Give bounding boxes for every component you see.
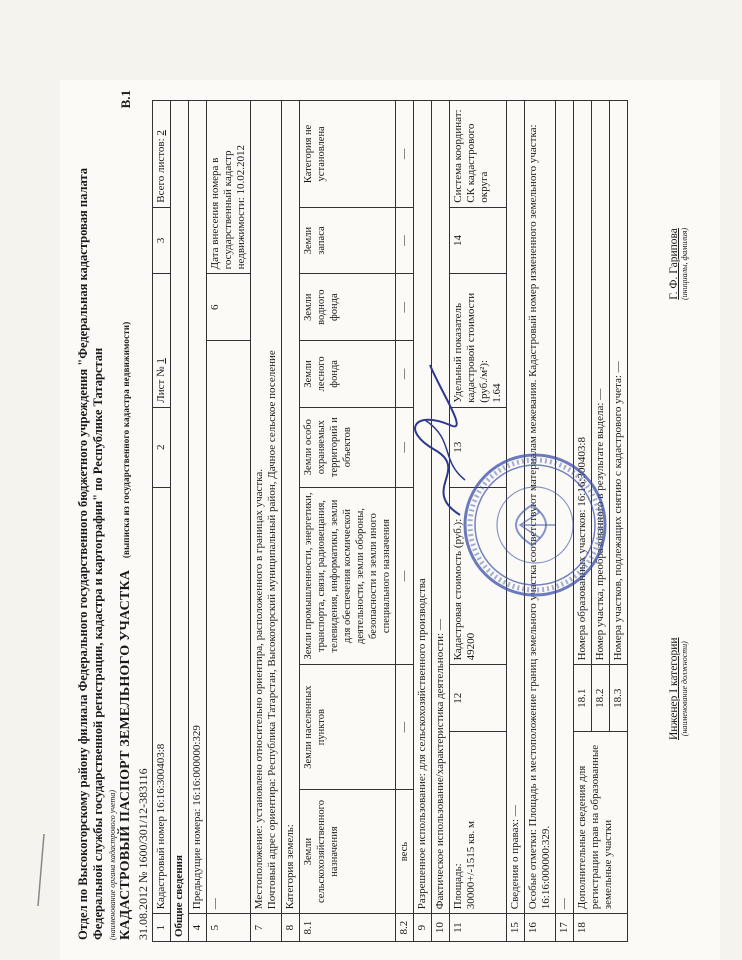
row-8 <box>282 101 300 942</box>
sheet-number-cell <box>153 274 171 407</box>
row-10 <box>432 101 450 942</box>
category-value: — <box>396 487 414 665</box>
row-7 <box>251 101 282 942</box>
official-seal <box>460 450 610 600</box>
cadastral-cost-label: Кадастровая стоимость (руб.): <box>452 518 464 661</box>
land-category-label: Категория земель: <box>282 101 300 914</box>
row-8-1 <box>300 101 396 942</box>
row-num: 12 <box>450 665 507 732</box>
row-5-6 <box>207 101 251 942</box>
previous-numbers-value: 16:16:000000:329 <box>191 725 203 806</box>
row-num: 2 <box>153 407 171 487</box>
row-num: 8.1 <box>300 914 396 942</box>
agency-header: Отдел по Высокогорскому району филиала Федерального государственного бюджетного учреждения "Федеральная кадастровая палата Федеральной службы государственной регистрации, кадастра и картографии" по Республике Татарстан <box>76 168 105 940</box>
registration-date: Дата внесения номера в государственный кадастр недвижимости: 10.02.2012 <box>207 101 251 274</box>
cadastral-number-label: Кадастровый номер <box>155 816 167 910</box>
category-value: — <box>396 341 414 408</box>
row-num: 11 <box>450 914 507 942</box>
row-num: 4 <box>189 914 207 942</box>
name-block <box>668 228 689 300</box>
location-cell <box>251 101 282 914</box>
general-info-heading: Общие сведения <box>171 101 189 942</box>
position-block <box>668 637 689 740</box>
specific-cost-value: 1.64 <box>491 383 503 403</box>
category-water: Земли водного фонда <box>300 274 396 341</box>
special-notes: Особые отметки: Площадь и местоположение границ земельного участка соответствуют материалам межевания. Кадастровый номер измененного земельного участка: 16:16:000000:329. <box>525 101 556 914</box>
row-4 <box>189 101 207 942</box>
row-5-value: — <box>207 341 251 914</box>
total-sheets-value: 2 <box>155 130 167 136</box>
row-8-2 <box>396 101 414 942</box>
row-num: 16 <box>525 914 556 942</box>
cadastral-number-cell <box>153 487 171 914</box>
position-caption: (наименование должности) <box>680 641 689 737</box>
formed-plots: Номера образованных участков: 16:16:300403:8 <box>574 101 592 665</box>
actual-use: Фактическое использование/характеристика деятельности: — <box>432 101 450 914</box>
row-num: 7 <box>251 914 282 942</box>
total-sheets-label: Всего листов: <box>155 138 167 203</box>
area-label: Площадь: <box>452 863 464 910</box>
category-forest: Земли лесного фонда <box>300 341 396 408</box>
category-not-set: Категория не установлена <box>300 101 396 208</box>
cadastral-number-value: 16:16:300403:8 <box>155 743 167 814</box>
row-num: 18.2 <box>592 665 610 732</box>
permitted-use: Разрешенное использование: для сельскохозяйственного производства <box>414 101 432 914</box>
coordinate-system-label: Система координат: <box>452 109 464 203</box>
category-value: — <box>396 207 414 274</box>
title-main: КАДАСТРОВЫЙ ПАСПОРТ ЗЕМЕЛЬНОГО УЧАСТКА <box>118 569 133 940</box>
row-num: 5 <box>207 914 251 942</box>
row-num: 17 <box>556 914 574 942</box>
previous-numbers-cell <box>189 101 207 914</box>
row-num: 18 <box>574 914 628 942</box>
signer-name: Г. Ф. Гарипова <box>668 228 680 300</box>
category-industry: Земли промышленности, энергетики, транспорта, связи, радиовещания, телевидения, информатики, земли для обеспечения космической деятельности, земли обороны, безопасности и земли иного специального назначения <box>300 487 396 665</box>
category-value: — <box>396 274 414 341</box>
cadastral-cost-value: 49200 <box>465 632 477 661</box>
sheet-value: 1 <box>155 358 167 364</box>
document-title <box>118 322 134 940</box>
transformed-plot: Номер участка, преобразованного в результате выдела: — <box>592 101 610 665</box>
date-number: 31.08.2012 № 1600/301/12-383116 <box>136 768 150 940</box>
category-reserve: Земли запаса <box>300 207 396 274</box>
category-settlements: Земли населенных пунктов <box>300 665 396 789</box>
category-value: — <box>396 101 414 208</box>
category-value: — <box>396 407 414 487</box>
category-value: — <box>396 665 414 789</box>
document-sheet <box>60 80 720 960</box>
row-17-value: — <box>556 101 574 914</box>
row-num: 14 <box>450 207 507 274</box>
row-num: 18.1 <box>574 665 592 732</box>
additional-info-label: Дополнительные сведения для регистрации прав на образованные земельные участки <box>574 732 628 914</box>
total-sheets-cell <box>153 101 171 208</box>
name-caption: (инициалы, фамилия) <box>680 227 689 300</box>
area-cell <box>450 732 507 914</box>
row-num: 8.2 <box>396 914 414 942</box>
row-num: 13 <box>450 407 507 487</box>
row-general <box>171 101 189 942</box>
specific-cost-label: Удельный показатель кадастровой стоимости (руб./м²): <box>452 292 490 403</box>
coordinate-system-cell <box>450 101 507 208</box>
row-num: 9 <box>414 914 432 942</box>
row-num: 18.3 <box>610 665 628 732</box>
row-num: 1 <box>153 914 171 942</box>
agency-caption: (наименование органа кадастрового учета) <box>108 789 117 940</box>
rights-info: Сведения о правах: — <box>507 101 525 914</box>
coordinate-system-value: СК кадастрового округа <box>465 123 490 203</box>
category-value: весь <box>396 789 414 913</box>
row-1 <box>153 101 171 942</box>
previous-numbers-label: Предыдущие номера: <box>191 808 203 910</box>
category-protected: Земли особо охраняемых территорий и объектов <box>300 407 396 487</box>
sheet-label: Лист № <box>155 366 167 403</box>
row-num: 3 <box>153 207 171 274</box>
removed-plots: Номера участков, подлежащих снятию с кадастрового учета: — <box>610 101 628 665</box>
position-title: Инженер I категории <box>668 637 680 740</box>
row-9 <box>414 101 432 942</box>
area-value: 30000+/-1515 кв. м <box>465 821 477 910</box>
row-num: 6 <box>207 274 251 341</box>
form-code: В.1 <box>118 90 133 109</box>
row-num: 8 <box>282 914 300 942</box>
location-line: Местоположение: установлено относительно ориентира, расположенного в границах участка. <box>253 468 265 910</box>
postal-address: Почтовый адрес ориентира: Республика Татарстан, Высокогорский муниципальный район, Дачное сельское поселение <box>266 350 278 910</box>
row-num: 15 <box>507 914 525 942</box>
paper-clip-mark <box>34 830 48 910</box>
signature-footer <box>666 100 716 940</box>
row-num: 10 <box>432 914 450 942</box>
category-agricultural: Земли сельскохозяйственного назначения <box>300 789 396 913</box>
signature <box>410 360 480 520</box>
title-sub: (выписка из государственного кадастра недвижимости) <box>121 321 131 559</box>
